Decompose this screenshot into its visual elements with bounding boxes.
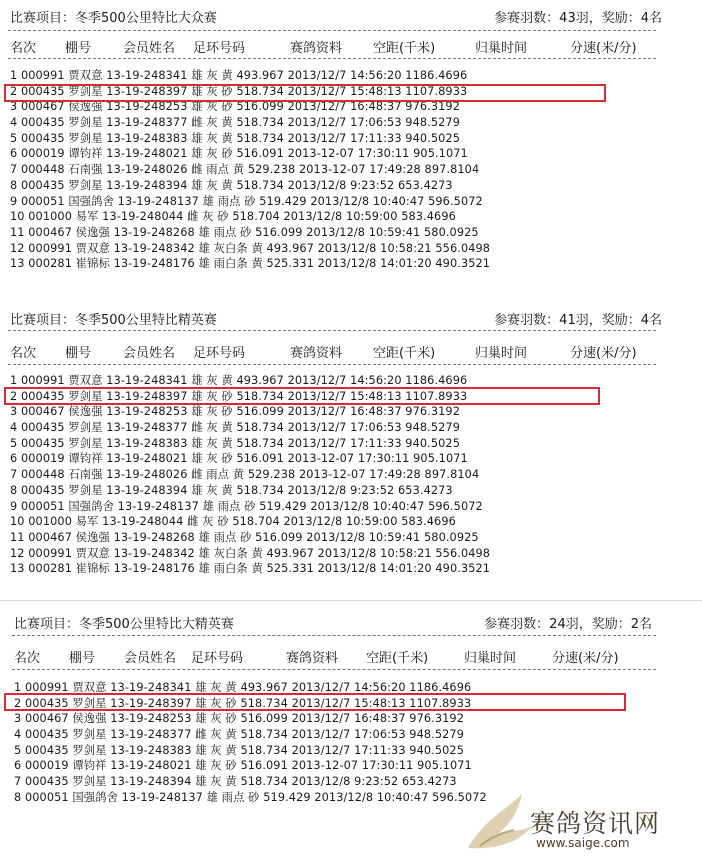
result-row: 1 000991 贾双意 13-19-248341 雄 灰 黄 493.967 2013/12/7 14:56:20 1186.4696: [10, 69, 468, 82]
col-bird-info: 赛鸽资料: [286, 651, 339, 666]
col-loft: 棚号: [65, 346, 92, 361]
race-panel-mass: [0, 0, 702, 290]
result-row: 9 000051 国强鸽舍 13-19-248137 雄 雨点 砂 519.429 2013/12/8 10:40:47 596.5072: [10, 194, 483, 208]
result-row: 5 000435 罗剑星 13-19-248383 雄 灰 黄 518.734 2013/12/7 17:11:33 940.5025: [10, 436, 461, 450]
divider-header: [8, 58, 656, 59]
divider-header: [12, 669, 656, 670]
result-row: 6 000019 谭钧祥 13-19-248021 雄 灰 砂 516.091 2013-12-07 17:30:11 905.1071: [10, 147, 468, 161]
result-row: 10 001000 易军 13-19-248044 雌 灰 砂 518.704 2013/12/8 10:59:00 583.4696: [10, 210, 456, 224]
result-row: 7 000448 石南强 13-19-248026 雌 雨点 黄 529.238 2013-12-07 17:49:28 897.8104: [10, 163, 480, 177]
col-ring: 足环号码: [193, 41, 246, 56]
result-row: 3 000467 侯逸强 13-19-248253 雄 灰 砂 516.099 2013/12/7 16:48:37 976.3192: [14, 712, 465, 726]
watermark-name: 赛鸽资讯网: [530, 809, 661, 838]
race-header: [14, 610, 652, 632]
result-row: 13 000281 崔锦标 13-19-248176 雄 雨白条 黄 525.331 2013/12/8 14:01:20 490.3521: [10, 562, 491, 576]
col-member: 会员姓名: [124, 651, 177, 666]
result-row: 11 000467 侯逸强 13-19-248268 雄 雨点 砂 516.099 2013/12/8 10:59:41 580.0925: [10, 530, 479, 544]
col-distance: 空距(千米): [366, 651, 429, 666]
result-row: 11 000467 侯逸强 13-19-248268 雄 雨点 砂 516.099 2013/12/8 10:59:41 580.0925: [10, 225, 479, 239]
result-row: 10 001000 易军 13-19-248044 雌 灰 砂 518.704 2013/12/8 10:59:00 583.4696: [10, 515, 456, 529]
race-header: [10, 4, 662, 26]
divider-top: [8, 30, 656, 31]
highlight-box: [4, 84, 606, 102]
col-loft: 棚号: [65, 41, 92, 56]
result-row: 4 000435 罗剑星 13-19-248377 雌 灰 黄 518.734 2013/12/7 17:06:53 948.5279: [14, 728, 465, 742]
divider-top: [12, 635, 656, 636]
col-arrival: 归巢时间: [464, 651, 517, 666]
col-ring: 足环号码: [193, 346, 246, 361]
col-distance: 空距(千米): [373, 346, 436, 361]
result-row: 3 000467 侯逸强 13-19-248253 雄 灰 砂 516.099 2013/12/7 16:48:37 976.3192: [10, 405, 461, 419]
watermark-url: www.saige.com: [536, 836, 630, 850]
col-speed: 分速(米/分): [570, 41, 637, 56]
column-headers: [14, 647, 654, 665]
result-row: 3 000467 侯逸强 13-19-248253 雄 灰 砂 516.099 2013/12/7 16:48:37 976.3192: [10, 100, 461, 114]
col-arrival: 归巢时间: [475, 346, 528, 361]
col-rank: 名次: [10, 41, 37, 56]
result-row: 7 000435 罗剑星 13-19-248394 雄 灰 黄 518.734 2013/12/8 9:23:52 653.4273: [14, 775, 457, 789]
result-row: 8 000435 罗剑星 13-19-248394 雄 灰 黄 518.734 2013/12/8 9:23:52 653.4273: [10, 483, 453, 497]
result-row: 6 000019 谭钧祥 13-19-248021 雄 灰 砂 516.091 2013-12-07 17:30:11 905.1071: [14, 759, 472, 773]
highlight-box: [4, 693, 626, 711]
result-row: 1 000991 贾双意 13-19-248341 雄 灰 黄 493.967 2013/12/7 14:56:20 1186.4696: [10, 374, 468, 387]
result-row: 2 000435 罗剑星 13-19-248397 雄 灰 砂 518.734 2013/12/7 15:48:13 1107.8933: [10, 84, 468, 98]
col-bird-info: 赛鸽资料: [290, 346, 343, 361]
result-row: 12 000991 贾双意 13-19-248342 雄 灰白条 黄 493.967 2013/12/8 10:58:21 556.0498: [10, 241, 491, 255]
result-row: 9 000051 国强鸽舍 13-19-248137 雄 雨点 砂 519.429 2013/12/8 10:40:47 596.5072: [10, 499, 483, 513]
result-row: 7 000448 石南强 13-19-248026 雌 雨点 黄 529.238 2013-12-07 17:49:28 897.8104: [10, 468, 480, 482]
col-speed: 分速(米/分): [570, 346, 637, 361]
col-member: 会员姓名: [123, 41, 176, 56]
result-row: 5 000435 罗剑星 13-19-248383 雄 灰 黄 518.734 2013/12/7 17:11:33 940.5025: [14, 743, 465, 757]
column-headers: [10, 37, 650, 55]
divider-top: [8, 330, 656, 331]
race-title: 比赛项目：冬季500公里特比大精英赛: [14, 617, 234, 632]
result-row: 12 000991 贾双意 13-19-248342 雄 灰白条 黄 493.967 2013/12/8 10:58:21 556.0498: [10, 546, 491, 560]
result-row: 1 000991 贾双意 13-19-248341 雄 灰 黄 493.967 2013/12/7 14:56:20 1186.4696: [14, 681, 472, 694]
race-info: 参赛羽数：24羽，奖励：2名: [484, 617, 652, 632]
col-ring: 足环号码: [191, 651, 244, 666]
race-title: 比赛项目：冬季500公里特比大众赛: [10, 11, 217, 26]
result-row: 13 000281 崔锦标 13-19-248176 雄 雨白条 黄 525.331 2013/12/8 14:01:20 490.3521: [10, 257, 491, 271]
result-row: 5 000435 罗剑星 13-19-248383 雄 灰 黄 518.734 2013/12/7 17:11:33 940.5025: [10, 131, 461, 145]
column-headers: [10, 342, 650, 360]
race-info: 参赛羽数：43羽，奖励：4名: [494, 11, 662, 26]
result-row: 8 000435 罗剑星 13-19-248394 雄 灰 黄 518.734 2013/12/8 9:23:52 653.4273: [10, 178, 453, 192]
highlight-box: [4, 387, 600, 405]
result-row: 4 000435 罗剑星 13-19-248377 雌 灰 黄 518.734 2013/12/7 17:06:53 948.5279: [10, 421, 461, 435]
col-loft: 棚号: [69, 651, 96, 666]
col-distance: 空距(千米): [373, 41, 436, 56]
col-rank: 名次: [10, 346, 37, 361]
result-row: 2 000435 罗剑星 13-19-248397 雄 灰 砂 518.734 2013/12/7 15:48:13 1107.8933: [10, 389, 468, 403]
col-arrival: 归巢时间: [475, 41, 528, 56]
result-row: 4 000435 罗剑星 13-19-248377 雌 灰 黄 518.734 2013/12/7 17:06:53 948.5279: [10, 116, 461, 130]
col-speed: 分速(米/分): [552, 651, 619, 666]
divider-header: [8, 364, 656, 365]
col-member: 会员姓名: [123, 346, 176, 361]
watermark: [462, 790, 694, 856]
result-row: 6 000019 谭钧祥 13-19-248021 雄 灰 砂 516.091 2013-12-07 17:30:11 905.1071: [10, 452, 468, 466]
col-rank: 名次: [14, 651, 41, 666]
race-title: 比赛项目：冬季500公里特比精英赛: [10, 313, 217, 328]
race-panel-elite: [0, 298, 702, 596]
result-row: 2 000435 罗剑星 13-19-248397 雄 灰 砂 518.734 2013/12/7 15:48:13 1107.8933: [14, 696, 472, 710]
result-row: 8 000051 国强鸽舍 13-19-248137 雄 雨点 砂 519.429 2013/12/8 10:40:47 596.5072: [14, 790, 487, 804]
race-header: [10, 306, 662, 328]
race-info: 参赛羽数：41羽，奖励：4名: [494, 313, 662, 328]
col-bird-info: 赛鸽资料: [290, 41, 343, 56]
